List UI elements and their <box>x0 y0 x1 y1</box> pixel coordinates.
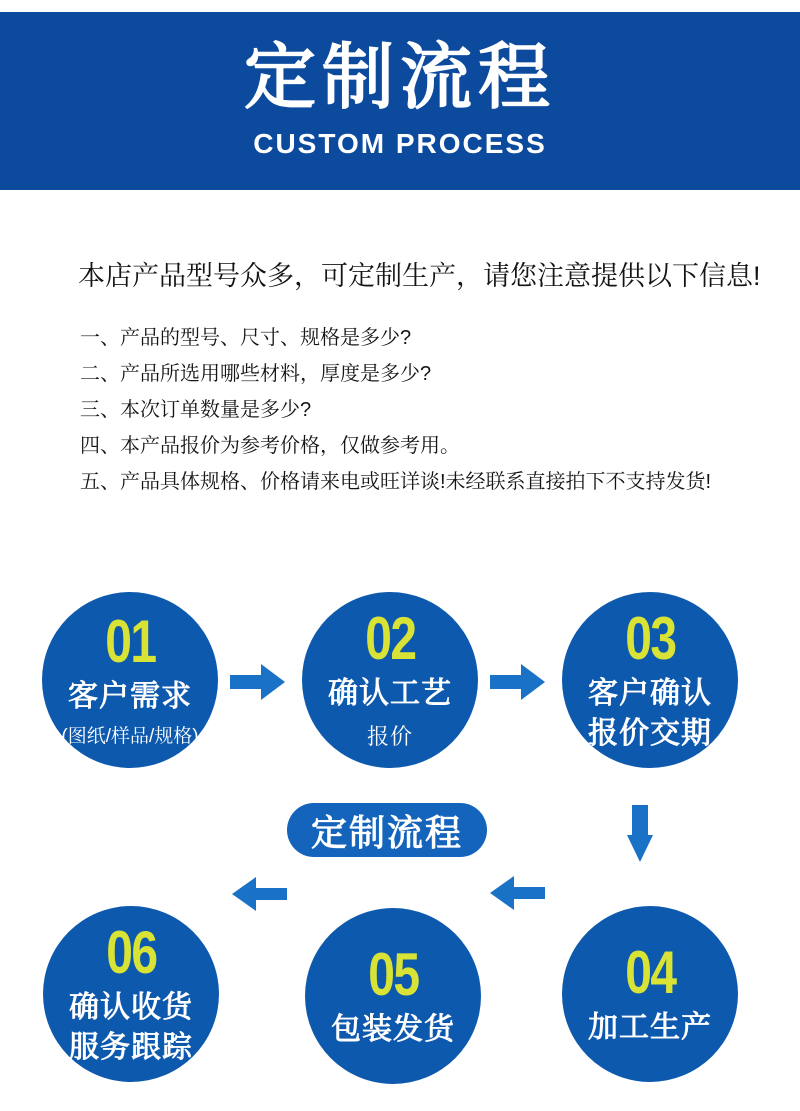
step-title-06: 确认收货 <box>69 990 193 1024</box>
arrow-right-icon <box>490 664 545 700</box>
step-title-05: 包装发货 <box>331 1012 455 1046</box>
step-circle-01 <box>42 592 218 768</box>
step-title-01: 客户需求 <box>68 680 192 713</box>
flow-center-badge <box>287 803 487 857</box>
step-circle-04 <box>562 906 738 1082</box>
step-number-01: 01 <box>104 608 156 675</box>
step-title-02: 确认工艺 <box>328 677 452 710</box>
step-circle-02 <box>302 592 478 768</box>
step-title-03: 客户确认 <box>588 676 712 710</box>
intro-heading: 本店产品型号众多，可定制生产，请您注意提供以下信息! <box>78 261 761 291</box>
step-title2-03: 报价交期 <box>588 716 712 750</box>
info-item-5: 五、产品具体规格、价格请来电或旺详谈!未经联系直接拍下不支持发货! <box>80 471 712 493</box>
page-title: 定制流程 <box>243 38 556 118</box>
arrow-left-icon <box>232 877 287 911</box>
step-number-02: 02 <box>364 605 416 672</box>
step-circle-05 <box>305 908 481 1084</box>
info-item-2: 二、产品所选用哪些材料，厚度是多少? <box>80 363 432 385</box>
info-item-3: 三、本次订单数量是多少? <box>80 399 312 421</box>
step-circle-03 <box>562 592 738 768</box>
banner <box>0 12 800 190</box>
step-note-01: (图纸/样品/规格) <box>61 726 199 747</box>
step-number-03: 03 <box>624 604 676 672</box>
page-subtitle: CUSTOM PROCESS <box>253 128 547 159</box>
step-number-04: 04 <box>624 938 676 1006</box>
step-circle-06 <box>43 906 219 1082</box>
info-item-4: 四、本产品报价为参考价格，仅做参考用。 <box>80 435 460 457</box>
arrow-left-icon <box>490 876 545 910</box>
info-item-1: 一、产品的型号、尺寸、规格是多少? <box>80 327 412 349</box>
step-note-02: 报价 <box>366 724 413 749</box>
step-title2-06: 服务跟踪 <box>69 1030 193 1064</box>
step-number-06: 06 <box>105 918 157 986</box>
arrow-right-icon <box>230 664 285 700</box>
arrow-down-icon <box>627 805 653 862</box>
step-title-04: 加工生产 <box>588 1010 712 1044</box>
step-number-05: 05 <box>367 940 419 1008</box>
flow-center-label: 定制流程 <box>310 811 463 853</box>
